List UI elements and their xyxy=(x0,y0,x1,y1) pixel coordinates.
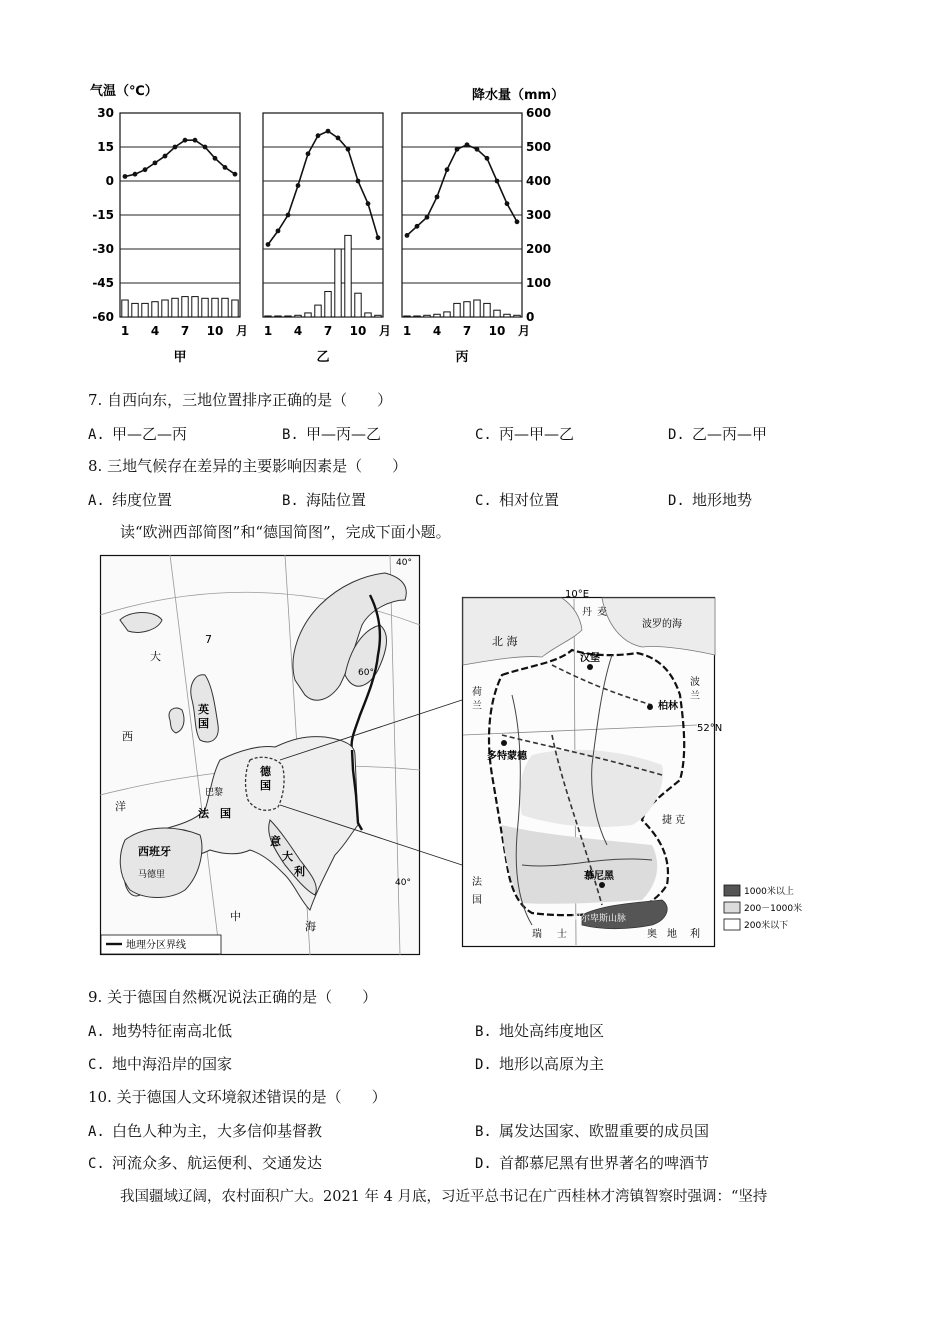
q8-option-d[interactable] xyxy=(668,490,752,511)
climate-panel-bing xyxy=(402,113,530,365)
temperature-ticks xyxy=(92,106,114,324)
option-label: A. xyxy=(88,1124,105,1140)
label-lon-10e: 10°E xyxy=(565,589,590,600)
label-ocean-yang: 洋 xyxy=(115,800,126,813)
label-berlin: 柏林 xyxy=(658,701,678,712)
option-label: C. xyxy=(88,1057,105,1073)
precip-bar xyxy=(404,316,410,317)
label-lat-52n: 52°N xyxy=(697,723,723,734)
precip-bar xyxy=(414,316,420,317)
label-germany-2: 国 xyxy=(260,779,271,792)
label-fa: 法 xyxy=(472,877,482,888)
q10-option-b[interactable] xyxy=(475,1121,709,1142)
month-tick-label: 4 xyxy=(150,324,160,338)
label-lon-40: 40° xyxy=(396,558,412,568)
temperature-point xyxy=(286,213,291,218)
city-dortmund-dot xyxy=(501,740,507,746)
temperature-point xyxy=(173,145,178,150)
label-uk-1: 英 xyxy=(198,703,209,716)
question-7-stem: 7. 自西向东，三地位置排序正确的是（ ） xyxy=(88,391,393,409)
temperature-point xyxy=(233,172,238,177)
q10-option-d[interactable] xyxy=(475,1153,709,1174)
precip-bar xyxy=(265,316,271,317)
label-rui: 瑞 xyxy=(532,929,542,940)
temp-tick-label: 0 xyxy=(105,174,114,188)
panel-label: 丙 xyxy=(455,350,469,365)
option-label: D. xyxy=(475,1156,492,1172)
precip-bar xyxy=(202,298,208,317)
option-text: 地形以高原为主 xyxy=(499,1055,605,1073)
climate-panel-jia xyxy=(120,113,248,365)
label-france-2: 国 xyxy=(220,807,231,820)
option-text: 属发达国家、欧盟重要的成员国 xyxy=(499,1122,710,1140)
label-shi: 士 xyxy=(557,929,567,940)
temperature-point xyxy=(415,224,420,229)
label-ke: 克 xyxy=(675,815,685,826)
option-text: 相对位置 xyxy=(499,491,560,509)
temp-tick-label: -45 xyxy=(92,276,114,290)
label-alps: 阿尔卑斯山脉 xyxy=(572,914,627,924)
label-munich: 慕尼黑 xyxy=(584,871,614,882)
legend-swatch-low xyxy=(724,919,740,930)
temperature-point xyxy=(193,138,198,143)
label-madrid: 马德里 xyxy=(138,870,166,880)
month-tick-label: 4 xyxy=(432,324,442,338)
label-di: 地 xyxy=(667,929,677,940)
label-lat-40: 40° xyxy=(395,878,411,888)
option-text: 河流众多、航运便利、交通发达 xyxy=(112,1154,323,1172)
climate-panel-yi xyxy=(263,113,391,365)
temperature-point xyxy=(366,201,371,206)
temperature-point xyxy=(405,233,410,238)
month-tick-label: 7 xyxy=(462,324,472,338)
q7-option-b[interactable] xyxy=(282,424,381,445)
option-text: 甲—丙—乙 xyxy=(306,425,382,443)
precip-tick-label: 600 xyxy=(526,106,552,120)
temperature-point xyxy=(153,160,158,165)
temp-tick-label: 15 xyxy=(97,140,114,154)
precip-bar xyxy=(434,314,440,317)
precip-tick-label: 400 xyxy=(526,174,552,188)
option-label: C. xyxy=(475,493,492,509)
label-baltic-sea: 波罗的海 xyxy=(642,619,682,630)
temperature-point xyxy=(326,129,331,134)
label-dortmund: 多特蒙德 xyxy=(487,751,527,762)
q9-option-d[interactable] xyxy=(475,1054,604,1075)
temp-tick-label: -60 xyxy=(92,310,114,324)
germany-map xyxy=(462,585,723,947)
label-sea-hai: 海 xyxy=(305,920,316,933)
precipitation-axis-title: 降水量（mm） xyxy=(472,88,565,103)
month-tick-label: 10 xyxy=(349,324,367,338)
precip-bar xyxy=(182,297,188,317)
precip-bar xyxy=(295,315,301,317)
label-ocean-da: 大 xyxy=(150,650,161,663)
temperature-point xyxy=(223,165,228,170)
temperature-point xyxy=(376,235,381,240)
month-tick-label: 7 xyxy=(180,324,190,338)
label-italy-2: 大 xyxy=(282,850,293,863)
precip-tick-label: 0 xyxy=(526,310,535,324)
precip-bar xyxy=(454,303,460,317)
temperature-point xyxy=(356,179,361,184)
option-text: 白色人种为主，大多信仰基督教 xyxy=(112,1122,323,1140)
temperature-point xyxy=(266,242,271,247)
month-unit-label: 月 xyxy=(378,324,392,338)
precip-bar xyxy=(365,313,371,317)
month-tick-label: 1 xyxy=(263,324,273,338)
label-mai: 麦 xyxy=(597,607,607,618)
option-text: 首都慕尼黑有世界著名的啤酒节 xyxy=(499,1154,710,1172)
question-8-stem: 8. 三地气候存在差异的主要影响因素是（ ） xyxy=(88,457,408,475)
legend-label-low: 200米以下 xyxy=(744,921,789,931)
option-text: 乙—丙—甲 xyxy=(692,425,768,443)
temperature-point xyxy=(133,172,138,177)
precip-bar xyxy=(335,249,341,317)
precip-bar xyxy=(484,303,490,317)
label-italy-3: 利 xyxy=(294,865,305,878)
label-hamburg: 汉堡 xyxy=(580,653,600,664)
precip-bar xyxy=(504,314,510,317)
precip-bar xyxy=(212,298,218,317)
temperature-point xyxy=(163,154,168,159)
climate-figure xyxy=(80,75,580,375)
label-uk-2: 国 xyxy=(198,717,209,730)
temperature-point xyxy=(475,147,480,152)
temperature-point xyxy=(465,142,470,147)
precip-bar xyxy=(152,302,158,317)
temperature-point xyxy=(123,174,128,179)
precip-bar xyxy=(424,315,430,317)
option-label: A. xyxy=(88,493,105,509)
option-label: B. xyxy=(282,427,299,443)
temperature-axis-title: 气温（℃） xyxy=(90,84,158,99)
precip-bar xyxy=(444,312,450,317)
precip-bar xyxy=(192,297,198,317)
option-text: 海陆位置 xyxy=(306,491,367,509)
option-text: 甲—乙—丙 xyxy=(112,425,188,443)
option-label: B. xyxy=(282,493,299,509)
option-label: A. xyxy=(88,1024,105,1040)
option-label: C. xyxy=(88,1156,105,1172)
temp-tick-label: -15 xyxy=(92,208,114,222)
closing-passage: 我国疆域辽阔，农村面积广大。2021 年 4 月底，习近平总书记在广西桂林才湾镇智察时强调：“坚持 xyxy=(120,1189,768,1205)
precip-bar xyxy=(122,300,128,317)
month-tick-label: 1 xyxy=(402,324,412,338)
temp-tick-label: 30 xyxy=(97,106,114,120)
precip-tick-label: 500 xyxy=(526,140,552,154)
temperature-point xyxy=(485,156,490,161)
temperature-point xyxy=(143,167,148,172)
label-ao: 奥 xyxy=(647,929,657,940)
precip-tick-label: 200 xyxy=(526,242,552,256)
temperature-point xyxy=(455,147,460,152)
label-italy-1: 意 xyxy=(270,835,281,848)
temperature-point xyxy=(346,147,351,152)
option-text: 地形地势 xyxy=(692,491,753,509)
elevation-legend xyxy=(722,882,832,936)
temperature-point xyxy=(316,133,321,138)
q10-option-c[interactable] xyxy=(88,1153,322,1174)
precip-bar xyxy=(345,235,351,317)
precip-bar xyxy=(132,303,138,317)
precip-bar xyxy=(232,300,238,317)
option-label: D. xyxy=(668,493,685,509)
legend-label-mid: 200－1000米 xyxy=(744,904,803,914)
western-europe-map xyxy=(100,555,420,955)
label-jie: 捷 xyxy=(662,815,672,826)
precip-bar xyxy=(222,298,228,317)
option-text: 丙—甲—乙 xyxy=(499,425,575,443)
precip-bar xyxy=(285,316,291,317)
q9-option-b[interactable] xyxy=(475,1021,604,1042)
city-berlin-dot xyxy=(647,704,653,710)
label-lat-60: 60° xyxy=(358,668,374,678)
month-tick-label: 1 xyxy=(120,324,130,338)
temperature-point xyxy=(515,219,520,224)
precip-bar xyxy=(355,293,361,317)
precip-bar xyxy=(375,315,381,317)
month-tick-label: 4 xyxy=(293,324,303,338)
legend-swatch-mid xyxy=(724,902,740,913)
precip-tick-label: 100 xyxy=(526,276,552,290)
month-tick-label: 7 xyxy=(323,324,333,338)
precip-bar xyxy=(474,300,480,317)
month-tick-label: 10 xyxy=(206,324,224,338)
option-text: 地处高纬度地区 xyxy=(499,1022,605,1040)
option-label: D. xyxy=(668,427,685,443)
precip-bar xyxy=(172,298,178,317)
temp-tick-label: -30 xyxy=(92,242,114,256)
q7-option-c[interactable] xyxy=(475,424,574,445)
precipitation-ticks xyxy=(526,106,551,324)
precip-bar xyxy=(305,313,311,317)
q10-option-a[interactable] xyxy=(88,1121,322,1142)
label-region-7: 7 xyxy=(205,633,212,646)
legend-label-high: 1000米以上 xyxy=(744,887,794,897)
precip-tick-label: 300 xyxy=(526,208,552,222)
month-unit-label: 月 xyxy=(235,324,249,338)
label-lan2: 兰 xyxy=(472,701,482,712)
label-germany-1: 德 xyxy=(260,765,271,778)
temperature-point xyxy=(203,145,208,150)
precip-bar xyxy=(494,310,500,317)
precip-bar xyxy=(464,302,470,317)
temperature-point xyxy=(445,167,450,172)
label-france-1: 法 xyxy=(198,807,209,820)
temperature-point xyxy=(183,138,188,143)
temperature-point xyxy=(213,156,218,161)
precip-bar xyxy=(142,303,148,317)
month-tick-label: 10 xyxy=(488,324,506,338)
label-spain: 西班牙 xyxy=(138,845,171,858)
temperature-point xyxy=(276,228,281,233)
option-label: B. xyxy=(475,1124,492,1140)
label-dan: 丹 xyxy=(582,607,592,618)
map-intro: 读“欧洲西部简图”和“德国简图”，完成下面小题。 xyxy=(120,523,451,541)
panel-label: 甲 xyxy=(173,350,187,365)
label-bo: 波 xyxy=(690,677,700,688)
temperature-point xyxy=(296,183,301,188)
city-munich-dot xyxy=(599,882,605,888)
label-guo: 国 xyxy=(472,895,482,906)
question-10-stem: 10. 关于德国人文环境叙述错误的是（ ） xyxy=(88,1088,387,1106)
option-label: A. xyxy=(88,427,105,443)
q7-option-a[interactable] xyxy=(88,424,187,445)
precip-bar xyxy=(325,292,331,318)
month-unit-label: 月 xyxy=(517,324,531,338)
label-sea-zhong: 中 xyxy=(230,910,241,923)
label-he: 荷 xyxy=(472,687,482,698)
q7-option-d[interactable] xyxy=(668,424,767,445)
label-ocean-xi: 西 xyxy=(122,730,133,743)
panel-label: 乙 xyxy=(316,350,330,365)
legend-swatch-high xyxy=(724,885,740,896)
temperature-point xyxy=(505,201,510,206)
legend-boundary-label: 地理分区界线 xyxy=(126,940,186,951)
precip-bar xyxy=(514,315,520,317)
temperature-point xyxy=(336,136,341,141)
option-text: 纬度位置 xyxy=(112,491,173,509)
q9-option-c[interactable] xyxy=(88,1054,232,1075)
label-north-sea: 北 海 xyxy=(492,635,518,648)
option-label: D. xyxy=(475,1057,492,1073)
precip-bar xyxy=(162,300,168,317)
label-li: 利 xyxy=(690,929,700,940)
city-hamburg-dot xyxy=(587,664,593,670)
temperature-point xyxy=(495,179,500,184)
option-text: 地势特征南高北低 xyxy=(112,1022,233,1040)
q8-option-b[interactable] xyxy=(282,490,366,511)
precip-bar xyxy=(315,305,321,317)
temperature-point xyxy=(306,151,311,156)
q9-option-a[interactable] xyxy=(88,1021,232,1042)
option-label: B. xyxy=(475,1024,492,1040)
temperature-point xyxy=(435,194,440,199)
option-label: C. xyxy=(475,427,492,443)
question-9-stem: 9. 关于德国自然概况说法正确的是（ ） xyxy=(88,988,378,1006)
q8-option-a[interactable] xyxy=(88,490,172,511)
label-lan: 兰 xyxy=(690,691,700,702)
option-text: 地中海沿岸的国家 xyxy=(112,1055,233,1073)
q8-option-c[interactable] xyxy=(475,490,559,511)
label-paris: 巴黎 xyxy=(205,788,224,798)
temperature-point xyxy=(425,215,430,220)
precip-bar xyxy=(275,316,281,317)
